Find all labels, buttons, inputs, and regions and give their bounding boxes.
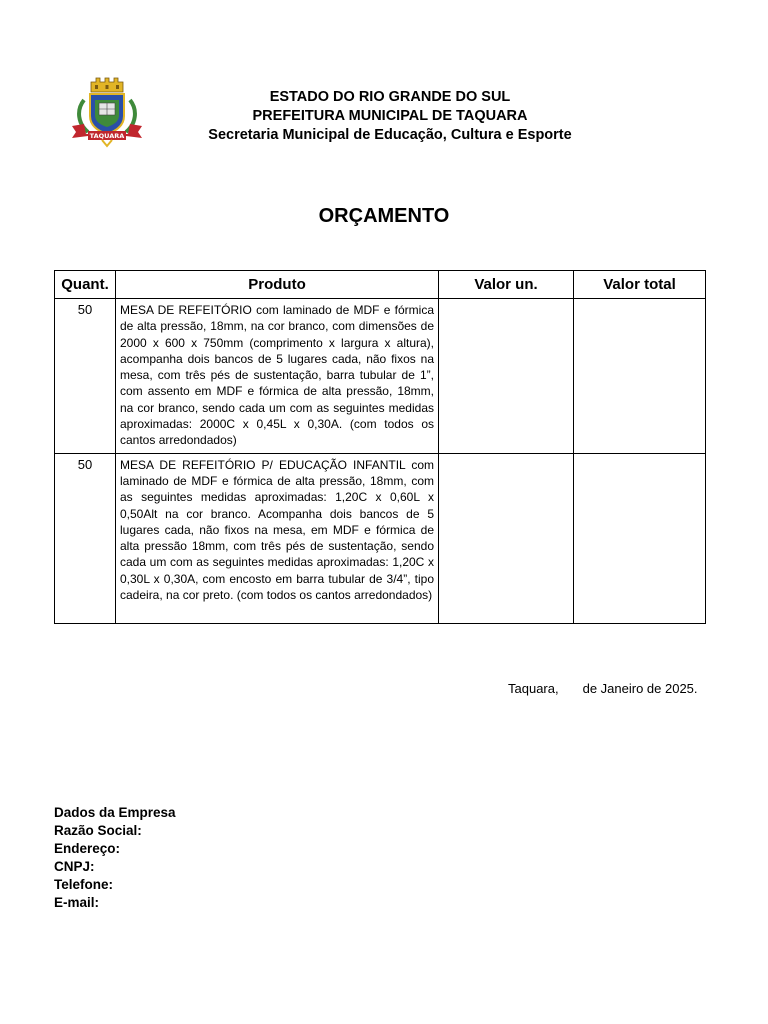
quote-table bbox=[54, 270, 706, 624]
column-header-product: Produto bbox=[116, 271, 439, 299]
date-text: de Janeiro de 2025. bbox=[582, 681, 698, 696]
company-field-address: Endereço: bbox=[54, 841, 121, 856]
header-city-hall: PREFEITURA MUNICIPAL DE TAQUARA bbox=[252, 108, 528, 124]
table-row bbox=[55, 299, 706, 454]
header-state: ESTADO DO RIO GRANDE DO SUL bbox=[269, 89, 511, 105]
column-header-total-value: Valor total bbox=[574, 271, 706, 299]
table-header-row bbox=[55, 271, 706, 299]
header-secretariat: Secretaria Municipal de Educação, Cultura e Esporte bbox=[208, 127, 572, 143]
quantity-cell: 50 bbox=[55, 453, 116, 623]
municipal-crest bbox=[66, 76, 148, 148]
total-value-cell[interactable] bbox=[574, 453, 706, 623]
table-row bbox=[55, 453, 706, 623]
quantity-cell: 50 bbox=[55, 299, 116, 454]
crest-motto: TAQUARA bbox=[89, 132, 125, 140]
product-cell: MESA DE REFEITÓRIO com laminado de MDF e fórmica de alta pressão, 18mm, na cor branco, com dimensões de 2000 x 600 x 750mm (comprimento x largura x altura), acompanha dois bancos de 5 lugares cada, não fixos na mesa, com três pés de sustentação, barra tubular de 1”, com assento em MDF e fórmica de alta pressão, 18mm, na cor branco, sendo cada um com as seguintes medidas aproximadas: 2000C x 0,45L x 0,30A. (com todos os cantos arredondados) bbox=[116, 299, 439, 454]
company-field-email: E-mail: bbox=[54, 895, 100, 910]
company-heading: Dados da Empresa bbox=[54, 805, 176, 820]
document-header bbox=[170, 88, 610, 145]
column-header-unit-value: Valor un. bbox=[439, 271, 574, 299]
product-cell: MESA DE REFEITÓRIO P/ EDUCAÇÃO INFANTIL com laminado de MDF e fórmica de alta pressão, 18mm, com as seguintes medidas aproximadas: 1,20C x 0,60L x 0,50Alt na cor branco. Acompanha dois bancos de 5 lugares cada, não fixos na mesa, em MDF e fórmica de alta pressão 18mm, com três pés de sustentação, sendo cada um com as seguintes medidas aproximadas: 1,20C x 0,30L x 0,30A, com encosto em barra tubular de 3/4”, tipo cadeira, na cor preto. (com todos os cantos arredondados) bbox=[116, 453, 439, 623]
company-field-phone: Telefone: bbox=[54, 877, 114, 892]
total-value-cell[interactable] bbox=[574, 299, 706, 454]
company-field-name: Razão Social: bbox=[54, 823, 142, 838]
place-and-date bbox=[508, 681, 698, 696]
company-data-section bbox=[54, 804, 176, 912]
company-field-cnpj: CNPJ: bbox=[54, 859, 95, 874]
unit-value-cell[interactable] bbox=[439, 299, 574, 454]
place-city: Taquara, bbox=[508, 681, 559, 696]
document-title: ORÇAMENTO bbox=[318, 205, 450, 227]
unit-value-cell[interactable] bbox=[439, 453, 574, 623]
column-header-quantity: Quant. bbox=[55, 271, 116, 299]
